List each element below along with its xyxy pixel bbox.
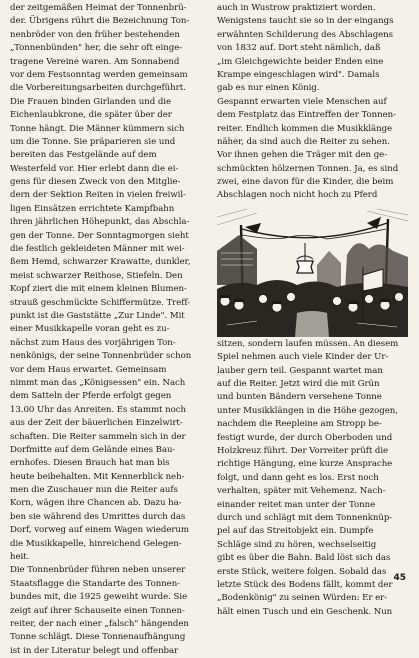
text-line: meist schwarzer Reithose, Stiefeln. Den [10,270,183,281]
text-line: Dorf, vorweg auf einem Wagen wiederum [10,525,190,536]
text-line: Tonne hängt. Die Männer kümmern sich [10,123,185,134]
text-line: Eichenlaubkrone, die später über der [10,110,172,121]
text-line: „im Gleichgewichte beider Enden eine [217,56,384,67]
text-line: letzte Stück des Bodens fällt, kommt der [217,579,393,590]
text-line: nenkönigs, der seine Tonnenbrüder schon [10,351,192,362]
text-line: aus der Zeit der bäuerlichen Einzelwirt- [10,418,183,429]
text-column-left [10,2,201,658]
text-line: nenbröder von den früher bestehenden [10,29,180,40]
text-line: um die Tonne. Sie präparieren sie und [10,136,176,147]
text-line: reiter. Endlich kommen die Musikklänge [217,123,393,134]
page-number: 45 [393,573,406,583]
text-line: pel auf das Streitobjekt ein. Dumpfe [217,526,374,537]
text-line: von 1832 auf. Dort steht nämlich, daß [217,43,381,54]
text-line: vor dem Haus erwartet. Gemeinsam [10,364,167,375]
text-line: gibt es über die Bahn. Bald löst sich das [217,553,391,564]
text-line: folgt, und dann geht es los. Erst noch [217,472,379,483]
tonnenabschlagen-sketch-icon [217,205,408,337]
text-line: der. Übrigens rührt die Bezeichnung Ton- [10,16,190,27]
text-line: dem Festplatz das Eintreffen der Tonnen- [217,110,396,121]
text-line: bereiten das Festgelände auf dem [10,150,157,161]
text-line: zeigt auf ihrer Schauseite einen Tonnen- [10,605,185,616]
text-line: ßem Hemd, schwarzer Krawatte, dunkler, [10,257,191,268]
text-line: Abschlagen noch nicht hoch zu Pferd [217,190,378,201]
text-line: erste Stück, weitere folgen. Sobald das [217,566,387,577]
text-line: Staatsflagge die Standarte des Tonnen- [10,578,181,589]
text-line: Tonne schlägt. Diese Tonnenaufhängung [10,632,186,643]
text-line: Wenigstens taucht sie so in der eingangs [217,16,394,27]
text-line: gen der Tonne. Der Sonntagmorgen sieht [10,230,189,241]
text-column-right [217,2,408,619]
text-line: Kopf ziert die mit einem kleinen Blumen- [10,284,187,295]
text-line: sitzen, sondern laufen müssen. An diesem [217,338,399,349]
text-line: schmückten hölzernen Tonnen. Ja, es sind [217,163,399,174]
text-line: men die Zuschauer nun die Reiter aufs [10,485,178,496]
text-line: heit. [10,552,30,563]
text-line: ist in der Literatur belegt und offenbar [10,645,179,656]
text-line: ben sie während des Umrittes durch das [10,511,186,522]
text-line: die Vorbereitungsarbeiten durchgeführt. [10,83,186,94]
text-line: gab es nur einen König. [217,83,320,94]
text-line: lauber gern teil. Gespannt wartet man [217,365,383,376]
text-line: „Bodenkönig" zu seinen Würden: Er er- [217,593,388,604]
text-line: Schläge sind zu hören, wechselseitig [217,539,377,550]
text-line: Die Tonnenbrüder führen neben unserer [10,565,186,576]
text-line: hält einen Tusch und ein Geschenk. Nun [217,606,393,617]
text-line: auch in Wustrow praktiziert worden. [217,3,376,13]
text-line: die Musikkapelle, hinreichend Gelegen- [10,538,182,549]
text-line: Die Frauen binden Girlanden und die [10,96,172,107]
text-line: Dorfmitte auf dem Gelände eines Bau- [10,444,176,455]
text-line: einander reitet man unter der Tonne [217,499,376,510]
text-line: tragene Vereine waren. Am Sonnabend [10,56,180,67]
text-line: Vor ihnen gehen die Träger mit den ge- [217,150,388,161]
text-line: auf die Reiter. Jetzt wird die mit Grün [217,379,380,390]
text-line: unter Musikklängen in die Höhe gezogen, [217,405,398,416]
text-line: und bunten Bändern versehene Tonne [217,392,382,403]
text-block-right-top [217,2,408,203]
text-line: der zeitgemäßen Heimat der Tonnenbrü- [10,3,187,13]
text-line: bundes mit, die 1925 geweiht wurde. Sie [10,592,188,603]
text-line: nimmt man das „Königsessen" ein. Nach [10,377,186,388]
text-line: „Tonnenbünden" her, die sehr oft einge- [10,43,183,54]
text-line: nächst zum Haus des vorjährigen Ton- [10,337,176,348]
text-line: ernhofes. Diesen Brauch hat man bis [10,458,170,469]
text-line: Gespannt erwarten viele Menschen auf [217,96,387,107]
text-line: Krampe eingeschlagen wird". Damals [217,69,380,80]
text-line: einer Musikkapelle voran geht es zu- [10,324,170,335]
text-block-right-bottom [217,338,408,619]
text-line: richtige Hängung, eine kurze Ansprache [217,459,393,470]
text-line: ligen Einsätzen errichtete Kampfbahn [10,203,175,214]
text-line: nachdem die Reepleine am Stropp be- [217,419,382,430]
text-line: heute beibehalten. Mit Kennerblick neh- [10,471,185,482]
text-line: näher, da sind auch die Reiter zu sehen. [217,136,390,147]
text-line: durch und schlägt mit dem Tonnenknüp- [217,512,393,523]
text-line: die festlich gekleideten Männer mit wei- [10,244,185,255]
text-line: verhalten, später mit Vehemenz. Nach- [217,486,386,497]
text-line: 13.00 Uhr das Anreiten. Es stammt noch [10,404,186,415]
text-line: ihren jährlichen Höhepunkt, das Abschla- [10,217,190,228]
text-line: Westerfeld vor. Hier erlebt dann die ei- [10,163,179,174]
text-line: strauß geschmückte Schiffermütze. Treff- [10,297,191,308]
text-line: Holzkreuz führt. Der Vorreiter prüft die [217,445,389,456]
text-line: dem Satteln der Pferde erfolgt gegen [10,391,172,402]
text-line: schaften. Die Reiter sammeln sich in der [10,431,186,442]
text-line: zwei, eine davon für die Kinder, die beim [217,177,394,188]
text-line: festigt wurde, der durch Oberboden und [217,432,393,443]
text-line: punkt ist die Gaststätte „Zur Linde". Mit [10,310,185,321]
text-line: dern der Sektion Reiten in vielen freiwil- [10,190,186,201]
text-line: reiter, der nach einer „falsch" hängenden [10,618,189,629]
text-line: erwähnten Schilderung des Abschlagens [217,29,394,40]
text-line: gens für diesen Zweck von den Mitglie- [10,177,181,188]
text-line: vor dem Festsonntag werden gemeinsam [10,69,188,80]
text-line: Spiel nehmen auch viele Kinder der Ur- [217,352,389,363]
text-line: Korn, wägen ihre Chancen ab. Dazu ha- [10,498,182,509]
